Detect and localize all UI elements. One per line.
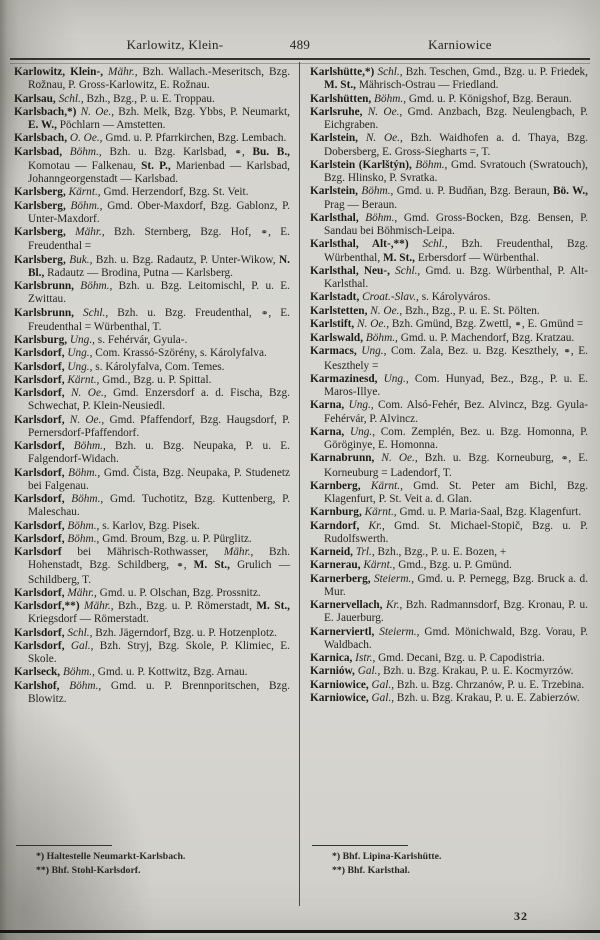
right-footnotes	[310, 851, 588, 878]
header-rule	[10, 58, 590, 64]
entry-segment: Kärnt.,	[64, 373, 100, 386]
entry-segment: Karlshütte,*)	[310, 66, 375, 78]
entry-segment: Karlsberg,	[14, 226, 66, 238]
entry-segment: Böhm.,	[363, 332, 398, 344]
gazetteer-entry	[310, 520, 588, 547]
entry-segment: Bzh. Sternberg, Bzg. Hof,	[104, 226, 261, 238]
entry-segment: , E. Freudenthal = Würbenthal, T.	[28, 306, 290, 333]
gazetteer-entry	[14, 387, 290, 414]
left-column	[14, 66, 290, 878]
entry-segment: Karlsdorf,**)	[14, 600, 80, 612]
entry-segment: ,	[183, 559, 194, 572]
gazetteer-entry	[310, 332, 588, 345]
gazetteer-entry	[310, 399, 588, 426]
gazetteer-entry	[310, 626, 588, 653]
entry-segment: Mähr.,	[65, 226, 105, 238]
entry-segment: Böhm.,	[64, 532, 100, 545]
footnote	[36, 865, 290, 878]
entry-segment: N. Oe.,	[354, 317, 390, 330]
gazetteer-entry	[310, 665, 588, 678]
entry-segment: Bzh. Gmünd, Bzg. Zwettl,	[389, 317, 515, 330]
entry-segment: Gmd. Gross-Bocken, Bzg. Bensen, P. Sandau bei Böhmisch-Leipa.	[324, 211, 588, 237]
entry-segment: Mähr.,	[79, 600, 114, 612]
text-columns	[14, 66, 588, 892]
entry-segment: Bzh., Bzg., P. u. E. Troppau.	[83, 92, 215, 105]
entry-segment: Ung.,	[64, 360, 93, 373]
entry-segment: Bzh. Teschen, Gmd., Bzg. u. P. Friedek,	[402, 66, 588, 78]
entry-segment: Gmd. u. P. Kottwitz, Bzg. Arnau.	[94, 666, 248, 679]
footnote-rule	[312, 845, 408, 846]
entry-segment: Kärnt.,	[361, 506, 397, 519]
page-header	[0, 37, 600, 54]
entry-segment: Com. Zala, Bez. u. Bzg. Keszthely,	[386, 345, 564, 358]
entry-segment: Karlsthal, Neu-,	[310, 264, 390, 277]
right-entries	[310, 66, 588, 705]
gazetteer-entry	[14, 600, 290, 627]
gazetteer-entry	[14, 520, 290, 533]
entry-segment: Karndorf,	[310, 519, 360, 532]
entry-segment: Gmd. u. Bzg. Würbenthal, P. Alt-Karlsthal.	[324, 264, 588, 290]
entry-segment: Com. Alsó-Fehér, Bez. Alvincz, Bzg. Gyula-Fehérvár, P. Alvincz.	[324, 399, 588, 425]
entry-segment: Erbersdorf — Würbenthal.	[415, 251, 540, 264]
entry-segment: N. Oe.,	[64, 387, 107, 399]
gazetteer-entry	[310, 373, 588, 400]
entry-segment: Mähr.,	[208, 546, 254, 558]
entry-segment: Kr.,	[359, 519, 385, 532]
entry-segment: Karna,	[310, 425, 345, 438]
entry-segment: Gmd. St. Michael-Stopič, Bzg. u. P. Rudolfswerth.	[324, 519, 588, 545]
entry-segment: Karlsdorf,	[14, 493, 65, 505]
entry-segment: Schl.,	[389, 264, 421, 277]
entry-segment: Gal.,	[64, 639, 94, 652]
entry-segment: Karlsburg,	[14, 334, 68, 346]
entry-segment: s. Fehérvár, Gyula-.	[94, 334, 188, 346]
entry-segment: Gmd. Decani, Bzg. u. P. Capodistria.	[375, 652, 545, 664]
entry-segment: E. W.,	[28, 119, 57, 131]
entry-segment: Karmacs,	[310, 345, 357, 358]
entry-segment: Karlstetten,	[310, 304, 368, 317]
entry-segment: Gmd. Svratouch (Swratouch), Bzg. Hlinsko, P. Svratka.	[324, 158, 588, 184]
gazetteer-entry	[310, 426, 588, 453]
entry-segment: Schl.,	[408, 238, 448, 251]
entry-segment: Karlsdorf,	[14, 387, 65, 399]
entry-segment: Karlstadt,	[310, 291, 360, 304]
gazetteer-entry	[310, 559, 588, 572]
entry-segment: Gmd. u. P. Machendorf, Bzg. Kratzau.	[397, 332, 575, 344]
entry-segment: Grulich — Schildberg, T.	[28, 559, 290, 586]
entry-segment: Radautz — Brodina, Putna — Karlsberg.	[44, 266, 233, 279]
entry-segment: s. Karlov, Bzg. Pisek.	[99, 519, 200, 532]
entry-segment: Pöchlarn — Amstetten.	[56, 119, 166, 131]
entry-segment: ⚭	[260, 308, 269, 319]
gazetteer-entry	[14, 307, 290, 335]
entry-segment: Karlsdorf,	[14, 360, 65, 373]
entry-segment: Karnervellach,	[310, 599, 383, 611]
entry-segment: Bzh. u. Bzg. Korneuburg,	[417, 452, 561, 465]
entry-segment: Bzh. Waidhofen a. d. Thaya, Bzg. Dobersberg, E. Gross-Siegharts =, T.	[324, 132, 588, 158]
gazetteer-entry	[310, 345, 588, 373]
entry-segment: Bzh. u. Bzg. Krakau, P. u. E. Kocmyrzów.	[380, 665, 574, 678]
right-column	[310, 66, 588, 878]
entry-segment: Karlstein (Karlštýn),	[310, 158, 412, 171]
sheet-signature-number: 32	[514, 909, 528, 923]
gazetteer-entry	[310, 238, 588, 265]
entry-segment: Ung.,	[344, 399, 374, 412]
gazetteer-entry	[310, 66, 588, 93]
header-keyword-right: Karniowice	[428, 37, 492, 52]
entry-segment: Böhm.,	[64, 440, 106, 452]
entry-segment: Karnerviertl,	[310, 625, 375, 638]
entry-segment: Gmd. u. P. Maria-Saal, Bzg. Klagenfurt.	[396, 506, 582, 519]
gazetteer-entry	[310, 159, 588, 186]
entry-segment: Bzh. u. Bzg. Leitomischl, P. u. E. Zwittau.	[28, 280, 290, 306]
entry-segment: Karneid,	[310, 546, 353, 558]
gazetteer-entry	[310, 546, 588, 559]
entry-segment: Bzh., Bzg., P. u. E. Bozen, +	[374, 546, 507, 558]
entry-segment: Trl.,	[353, 546, 375, 558]
gazetteer-entry	[310, 652, 588, 665]
entry-segment: Komotau — Falkenau,	[28, 159, 142, 172]
entry-segment: N. Oe.,	[362, 105, 403, 118]
entry-segment: Gal.,	[368, 691, 395, 704]
entry-segment: Bzh. u. Bzg. Krakau, P. u. E. Zabierzów.	[394, 691, 580, 704]
entry-segment: Karlsberg,	[14, 199, 66, 212]
gazetteer-entry	[310, 291, 588, 304]
entry-segment: Karlsdorf,	[14, 373, 65, 386]
gazetteer-entry	[14, 533, 290, 546]
entry-segment: Karlsdorf	[14, 546, 62, 558]
entry-segment: Gal.,	[368, 678, 395, 691]
entry-segment: Karniowice,	[310, 678, 369, 691]
footnote	[332, 865, 588, 878]
entry-segment: bei Mährisch-Rothwasser,	[61, 546, 209, 558]
entry-segment: ⚭	[514, 319, 522, 330]
entry-segment: Gmd. u. P. Olschan, Bzg. Prossnitz.	[96, 586, 261, 599]
header-page-number: 489	[289, 37, 311, 52]
entry-segment: Schl.,	[64, 626, 93, 639]
entry-segment: N. Oe.,	[64, 413, 105, 426]
entry-segment: M. St.,	[193, 559, 230, 572]
entry-segment: Böhm.,	[73, 280, 113, 292]
entry-segment: Böhm.,	[62, 145, 102, 158]
entry-segment: Gmd. Broum, Bzg. u. P. Pürglitz.	[99, 532, 252, 545]
entry-segment: ⚭	[260, 228, 269, 238]
gazetteer-entry	[14, 334, 290, 347]
entry-segment: Böhm.,	[358, 211, 398, 224]
entry-segment: **)	[332, 864, 346, 876]
entry-segment: , E. Korneuburg = Ladendorf, T.	[324, 452, 588, 479]
gazetteer-entry	[14, 414, 290, 441]
gazetteer-entry	[14, 467, 290, 494]
gazetteer-entry	[14, 106, 290, 133]
entry-segment: Com. Krassó-Szörény, s. Károlyfalva.	[92, 347, 267, 360]
gazetteer-entry	[310, 679, 588, 692]
entry-segment: Schl.,	[73, 306, 109, 319]
entry-segment: Gmd. u. P. Königshof, Bzg. Beraun.	[406, 92, 572, 105]
entry-segment: Gmd. Enzersdorf a. d. Fischa, Bzg. Schwechat, P. Klein-Neusiedl.	[28, 387, 290, 413]
entry-segment: Kr.,	[382, 599, 403, 611]
entry-segment: Karnabrunn,	[310, 452, 375, 465]
entry-segment: Gmd. Anzbach, Bzg. Neulengbach, P. Eichgraben.	[324, 105, 588, 131]
gazetteer-entry	[310, 573, 588, 600]
entry-segment: Marienbad — Karlsbad, Johanngeorgenstadt — Karlsbad.	[28, 159, 291, 185]
entry-segment: Ung.,	[67, 334, 95, 346]
entry-segment: Karniowice,	[310, 691, 369, 704]
entry-segment: Karlsdorf,	[14, 532, 65, 545]
entry-segment: , E. Freudenthal =	[28, 226, 291, 253]
entry-segment: O. Oe.,	[67, 132, 103, 145]
gazetteer-entry	[310, 480, 588, 507]
entry-segment: s. Károlyfalva, Com. Temes.	[92, 360, 225, 373]
entry-segment: Gmd. Čista, Bzg. Neupaka, P. Studenetz bei Falgenau.	[28, 466, 290, 492]
entry-segment: Buk.,	[65, 253, 93, 266]
entry-segment: Karlsthal, Alt-,**)	[310, 238, 409, 251]
entry-segment: Karlsthal,	[310, 211, 359, 224]
gazetteer-entry	[14, 374, 290, 387]
gazetteer-entry	[14, 347, 290, 360]
entry-segment: Karlsdorf,	[14, 466, 65, 479]
gazetteer-entry	[14, 146, 290, 187]
entry-segment: Karlsberg,	[14, 186, 66, 199]
entry-segment: *)	[332, 851, 341, 862]
entry-segment: Bhf. Karlsthal.	[345, 864, 410, 876]
left-footnotes	[14, 851, 290, 878]
gazetteer-entry	[14, 587, 290, 600]
gazetteer-entry	[14, 640, 290, 667]
entry-segment: ⚭	[563, 347, 571, 358]
entry-segment: Gmd. Ober-Maxdorf, Bzg. Gablonz, P. Unter-Maxdorf.	[28, 199, 290, 225]
gazetteer-entry	[310, 599, 588, 626]
entry-segment: Gmd., Bzg. u. P. Spittal.	[99, 373, 212, 386]
entry-segment: Karlsdorf,	[14, 413, 65, 426]
entry-segment: Bu. B.,	[252, 145, 290, 158]
entry-segment: Bzh. Melk, Bzg. Ybbs, P. Neumarkt,	[114, 105, 290, 118]
entry-segment: ⚭	[234, 147, 242, 158]
entry-segment: Bzh. u. Bzg. Karlsbad,	[101, 145, 235, 158]
gazetteer-entry	[14, 254, 290, 281]
entry-segment: Böhm.,	[65, 199, 103, 212]
entry-segment: N. Bl.,	[28, 253, 290, 279]
entry-segment: Bzh. u. Bzg. Radautz, P. Unter-Wikow,	[92, 253, 279, 266]
entry-segment: ⚭	[560, 454, 569, 465]
footnote	[36, 851, 290, 864]
entry-segment: Schl.,	[374, 66, 403, 78]
entry-segment: Böhm.,	[358, 185, 394, 198]
footnote	[332, 851, 588, 864]
entry-segment: Ung.,	[344, 425, 376, 438]
entry-segment: Com. Zemplén, Bez. u. Bzg. Homonna, P. Göröginye, E. Homonna.	[324, 425, 588, 451]
entry-segment: Karlsdorf,	[14, 639, 65, 652]
entry-segment: Bzh. u. Bzg. Neupaka, P. u. E. Falgendorf-Widach.	[28, 440, 290, 466]
entry-segment: Ung.,	[356, 345, 387, 358]
gazetteer-entry	[310, 318, 588, 332]
entry-segment: Kärnt.,	[65, 186, 101, 199]
entry-segment: Ung.,	[377, 372, 409, 385]
entry-segment: Gmd. Herzendorf, Bzg. St. Veit.	[100, 186, 249, 199]
gazetteer-entry	[14, 200, 290, 227]
entry-segment: , E. Keszthely =	[324, 345, 588, 372]
entry-segment: *)	[36, 851, 45, 862]
entry-segment: N. Oe.,	[358, 132, 403, 145]
gazetteer-entry	[14, 93, 290, 106]
entry-segment: Karlsdorf,	[14, 440, 65, 452]
entry-segment: Bzh. u. Bzg. Freudenthal,	[108, 306, 261, 319]
entry-segment: Karlsdorf,	[14, 347, 65, 360]
entry-segment: Karlsdorf,	[14, 626, 65, 639]
entry-segment: Böhm.,	[64, 466, 101, 479]
entry-segment: Karlsdorf,	[14, 519, 65, 532]
entry-segment: Steierm.,	[374, 625, 420, 638]
entry-segment: Karnburg,	[310, 506, 362, 519]
entry-segment: Ung.,	[64, 347, 93, 360]
entry-segment: Karnberg,	[310, 479, 361, 492]
entry-segment: Karlsbach,*)	[14, 105, 77, 118]
entry-segment: Gmd., Bzg. u. P. Gmünd.	[395, 559, 512, 572]
entry-segment: St. P.,	[141, 159, 171, 172]
gazetteer-entry	[14, 666, 290, 679]
gazetteer-entry	[310, 305, 588, 318]
entry-segment: Gmd. Pfaffendorf, Bzg. Haugsdorf, P. Pernersdorf-Pfaffendorf.	[28, 413, 290, 439]
gazetteer-entry	[14, 440, 290, 467]
entry-segment: Bzh. Jägerndorf, Bzg. u. P. Hotzenplotz.	[92, 626, 277, 639]
entry-segment: Bzh. u. Bzg. Chrzanów, P. u. E. Trzebina.	[394, 678, 585, 691]
entry-segment: Karmazinesd,	[310, 372, 378, 385]
gazetteer-entry	[14, 361, 290, 374]
entry-segment: Bö. W.,	[552, 185, 588, 198]
entry-segment: N. Oe.,	[367, 304, 403, 317]
entry-segment: Karlshütten,	[310, 92, 372, 105]
footnote-rule	[16, 845, 112, 846]
entry-segment: Karlowitz, Klein-,	[14, 66, 104, 78]
gazetteer-entry	[310, 132, 588, 159]
gazetteer-entry	[14, 546, 290, 587]
entry-segment: Mähr.,	[103, 66, 138, 78]
entry-segment: Karlsbrunn,	[14, 306, 74, 319]
entry-segment: Karna,	[310, 399, 345, 412]
entry-segment: ⚭	[176, 561, 184, 572]
left-entries	[14, 66, 290, 706]
entry-segment: Karnica,	[310, 652, 353, 664]
entry-segment: M. St.,	[256, 600, 290, 612]
entry-segment: Steierm.,	[370, 572, 415, 585]
entry-segment: Istr.,	[352, 652, 376, 664]
gazetteer-entry	[14, 680, 290, 707]
gazetteer-entry	[14, 627, 290, 640]
gazetteer-entry	[310, 185, 588, 212]
entry-segment: Mähr.,	[64, 586, 97, 599]
entry-segment: Böhm.,	[64, 493, 104, 505]
entry-segment: Bhf. Lipina-Karlshütte.	[340, 851, 442, 862]
entry-segment: N. Oe.,	[374, 452, 418, 465]
entry-segment: Karniów,	[310, 665, 355, 678]
gazetteer-entry	[14, 493, 290, 520]
entry-segment: , E. Gmünd =	[521, 317, 584, 330]
entry-segment: Bzh. Freudenthal, Bzg. Würbenthal,	[324, 238, 588, 264]
gazetteer-entry	[310, 692, 588, 705]
gazetteer-entry	[310, 93, 588, 106]
gazetteer-entry	[310, 452, 588, 480]
entry-segment: Schl.,	[55, 92, 84, 105]
gazetteer-entry	[14, 66, 290, 93]
gazetteer-entry	[14, 280, 290, 307]
entry-segment: Gmd. St. Peter am Bichl, Bzg. Klagenfurt, P. St. Veit a. d. Glan.	[324, 479, 588, 505]
entry-segment: M. St.,	[382, 251, 415, 264]
entry-segment: Bzh., Bzg. u. P. Römerstadt,	[113, 600, 257, 612]
entry-segment: Böhm.,	[411, 158, 448, 171]
gazetteer-entry	[14, 132, 290, 145]
entry-segment: Karlsbach,	[14, 132, 68, 145]
entry-segment: Mährisch-Ostrau — Friedland.	[356, 79, 499, 92]
entry-segment: Karnerberg,	[310, 572, 371, 585]
entry-segment: Gmd. u. P. Brennporitschen, Bzg. Blowitz.	[28, 679, 290, 705]
entry-segment: Karlstein,	[310, 132, 359, 145]
entry-segment: Karlshof,	[14, 679, 60, 692]
entry-segment: Gmd. u. P. Pernegg, Bzg. Bruck a. d. Mur.	[324, 572, 588, 598]
entry-segment: Karlsberg,	[14, 253, 66, 266]
entry-segment: Bzh., Bzg., P. u. E. St. Pölten.	[402, 304, 540, 317]
entry-segment: M. St.,	[324, 79, 357, 92]
entry-segment: Karlseck,	[14, 666, 61, 679]
entry-segment: Karlsbrunn,	[14, 280, 74, 292]
entry-segment: s. Károlyváros.	[418, 291, 491, 304]
entry-segment: Bhf. Stohl-Karlsdorf.	[49, 864, 141, 876]
entry-segment: Prag — Beraun.	[324, 198, 398, 211]
entry-segment: **)	[36, 864, 50, 876]
entry-segment: Kärnt.,	[360, 479, 403, 492]
entry-segment: Karlsbad,	[14, 145, 63, 158]
entry-segment: Gmd. u. P. Pfarrkirchen, Bzg. Lembach.	[102, 132, 287, 145]
entry-segment: Böhm.,	[59, 679, 102, 692]
entry-segment: Gmd. u. P. Budňan, Bzg. Beraun,	[393, 185, 553, 198]
entry-segment: Gmd. Tuchotitz, Bzg. Kuttenberg, P. Maleschau.	[28, 493, 290, 519]
entry-segment: Karlstein,	[310, 185, 359, 198]
entry-segment: Böhm.,	[60, 666, 95, 679]
entry-segment: Croat.-Slav.,	[359, 291, 419, 304]
entry-segment: Bzh. Stryj, Bzg. Skole, P. Klimiec, E. Skole.	[28, 639, 290, 665]
entry-segment: Karlsdorf,	[14, 586, 65, 599]
entry-segment: Böhm.,	[371, 92, 407, 105]
entry-segment: Böhm.,	[64, 519, 100, 532]
entry-segment: Karnerau,	[310, 559, 361, 572]
gazetteer-entry	[310, 506, 588, 519]
entry-segment: Gmd. Mönichwald, Bzg. Vorau, P. Waldbach.	[324, 625, 588, 651]
entry-segment: Karlsau,	[14, 92, 56, 105]
entry-segment: Kärnt.,	[360, 559, 396, 572]
scan-edge-line	[0, 930, 600, 933]
entry-segment: ,	[241, 145, 253, 158]
entry-segment: Karlsruhe,	[310, 105, 363, 118]
entry-segment: Bzh. Wallach.-Meseritsch, Bzg. Rožnau, P. Gross-Karlowitz, E. Rožnau.	[28, 66, 291, 92]
entry-segment: Bzh. Radmannsdorf, Bzg. Kronau, P. u. E. Jauerburg.	[324, 599, 589, 625]
entry-segment: Bzh. Hohenstadt, Bzg. Schildberg,	[28, 546, 290, 572]
entry-segment: Karlswald,	[310, 332, 364, 344]
entry-segment: Com. Hunyad, Bez., Bzg., P. u. E. Maros-Illye.	[324, 372, 589, 398]
entry-segment: Kriegsdorf — Römerstadt.	[28, 613, 149, 626]
gazetteer-entry	[310, 212, 588, 239]
gazetteer-entry	[310, 265, 588, 292]
gazetteer-entry	[310, 106, 588, 133]
gazetteer-entry	[14, 186, 290, 199]
entry-segment: Gal.,	[354, 665, 381, 678]
header-keyword-left: Karlowitz, Klein-	[126, 37, 224, 52]
gazetteer-entry	[14, 226, 290, 254]
entry-segment: Haltestelle Neumarkt-Karlsbach.	[44, 851, 186, 862]
entry-segment: Karlstift,	[310, 317, 355, 330]
entry-segment: N. Oe.,	[76, 105, 115, 118]
